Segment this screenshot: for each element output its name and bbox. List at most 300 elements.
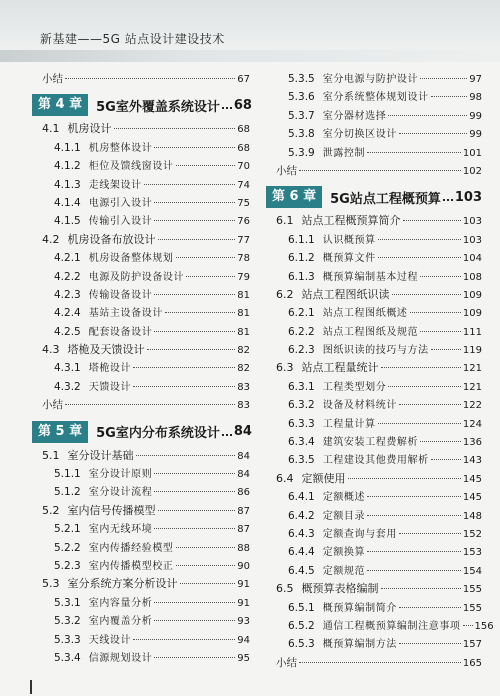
dot-leader: [378, 239, 461, 240]
dot-leader: [154, 147, 235, 148]
dot-leader: [144, 184, 236, 185]
toc-entry[interactable]: [32, 176, 250, 194]
dot-leader: [136, 455, 236, 456]
page-number: 104: [462, 253, 482, 265]
toc-entry[interactable]: [32, 157, 250, 175]
dot-leader: [410, 312, 461, 313]
dot-leader: [222, 107, 232, 109]
toc-entry[interactable]: [266, 378, 482, 396]
dot-leader: [431, 459, 461, 460]
dot-leader: [154, 220, 235, 221]
dot-leader: [381, 588, 461, 589]
toc-entry[interactable]: [266, 125, 482, 143]
toc-entry[interactable]: [266, 88, 482, 106]
section-number: 6.4.3: [288, 527, 315, 540]
section-number: 6.2.3: [288, 344, 315, 357]
page-number: 157: [462, 639, 482, 651]
section-number: 4.1.4: [54, 196, 81, 209]
page-number: 154: [462, 565, 482, 577]
dot-leader: [186, 276, 235, 277]
section-number: 6.4.5: [288, 564, 315, 577]
chapter-badge: 第 5 章: [32, 421, 88, 443]
dot-leader: [180, 583, 236, 584]
toc-chapter-heading[interactable]: [32, 94, 250, 116]
section-title: 概预算编制简介: [322, 602, 397, 614]
section-number: 5.2.3: [54, 559, 81, 572]
page-number: 152: [462, 528, 482, 540]
page-number: 88: [237, 542, 250, 554]
toc-entry[interactable]: [266, 341, 482, 359]
dot-leader: [463, 625, 473, 626]
dot-leader: [399, 404, 461, 405]
section-title: 工程量计算: [322, 418, 376, 430]
section-title: 室内覆盖分析: [88, 616, 153, 628]
dot-leader: [154, 620, 235, 621]
page-number: 153: [462, 547, 482, 559]
toc-entry[interactable]: [266, 212, 482, 230]
section-number: 4.2.5: [54, 325, 81, 338]
toc-entry[interactable]: [266, 599, 482, 617]
dot-leader: [154, 294, 235, 295]
section-number: 5.2: [42, 503, 60, 517]
section-title: 天线设计: [88, 634, 132, 646]
dot-leader: [378, 257, 461, 258]
page-number: 124: [462, 418, 482, 430]
toc-entry[interactable]: [32, 649, 250, 667]
toc-entry[interactable]: [32, 212, 250, 230]
toc-entry[interactable]: [266, 396, 482, 414]
section-number: 4.1.3: [54, 178, 81, 191]
dot-leader: [367, 551, 461, 552]
section-title: 基站主设备设计: [88, 308, 163, 320]
toc-left-column: [32, 70, 250, 667]
toc-chapter-heading[interactable]: [32, 421, 250, 443]
page-number: 67: [237, 74, 250, 85]
dot-leader: [420, 276, 461, 277]
page-number: 91: [237, 579, 250, 591]
section-number: 6.3.1: [288, 380, 315, 393]
toc-entry[interactable]: [266, 286, 482, 304]
dot-leader: [65, 404, 235, 405]
page-number: 79: [237, 271, 250, 283]
dot-leader: [154, 331, 235, 332]
toc-entry[interactable]: [266, 543, 482, 561]
section-title: 站点工程量统计: [301, 361, 379, 375]
section-title: 概预算表格编制: [301, 582, 379, 596]
page-number: 93: [237, 616, 250, 628]
dot-leader: [420, 331, 461, 332]
section-number: 4.3: [42, 343, 60, 357]
section-title: 定额目录: [322, 510, 366, 522]
page-number: 109: [462, 289, 482, 301]
page-number: 95: [237, 652, 250, 664]
section-number: 6.3.4: [288, 436, 315, 449]
page-number: 82: [237, 363, 250, 375]
section-title: 室分系统整体规划设计: [322, 92, 429, 104]
section-title: 室分电源与防护设计: [322, 74, 419, 85]
section-number: 5.2.2: [54, 541, 81, 554]
toc-entry[interactable]: [32, 249, 250, 267]
page-number: 143: [462, 455, 482, 467]
page-number: 82: [237, 345, 250, 357]
section-number: 6.5.2: [288, 619, 315, 632]
dot-leader: [114, 128, 236, 129]
section-title: 机房设备整体规划: [88, 253, 174, 265]
page-number: 68: [237, 124, 250, 136]
toc-entry[interactable]: [266, 304, 482, 322]
dot-leader: [399, 643, 461, 644]
toc-entry[interactable]: [32, 286, 250, 304]
chapter-title: 5G站点工程概预算: [330, 191, 441, 207]
toc-entry[interactable]: [32, 502, 250, 520]
section-title: 机房整体设计: [88, 142, 153, 154]
page-number: 102: [462, 165, 482, 177]
section-title: 室分设计流程: [88, 487, 153, 499]
page-number: 111: [462, 326, 482, 338]
section-title: 室分设计基础: [67, 448, 134, 462]
section-title: 配套设备设计: [88, 326, 153, 338]
page-number: 156: [474, 620, 494, 632]
dot-leader: [367, 496, 461, 497]
section-number: 6.4.2: [288, 509, 315, 522]
dot-leader: [133, 367, 235, 368]
dot-leader: [222, 434, 232, 436]
section-title: 概预算文件: [322, 253, 376, 265]
section-number: 6.4: [276, 471, 294, 485]
page-number: 103: [462, 216, 482, 228]
page-number: 122: [462, 400, 482, 412]
section-title: 认识概预算: [322, 234, 376, 246]
section-title: 建筑安装工程费解析: [322, 437, 419, 449]
dot-leader: [65, 78, 235, 79]
toc-entry[interactable]: [32, 612, 250, 630]
page-number: 86: [237, 487, 250, 499]
section-number: 6.4.4: [288, 546, 315, 559]
page-number: 119: [462, 345, 482, 357]
toc-entry[interactable]: [32, 539, 250, 557]
page-number: 81: [237, 308, 250, 320]
dot-leader: [392, 294, 461, 295]
dot-leader: [431, 96, 468, 97]
toc-entry[interactable]: [266, 525, 482, 543]
toc-entry[interactable]: [32, 359, 250, 377]
dot-leader: [176, 257, 236, 258]
dot-leader: [399, 133, 467, 134]
toc-entry[interactable]: [32, 520, 250, 538]
section-number: 5.3.7: [288, 109, 315, 122]
toc-entry[interactable]: [266, 488, 482, 506]
section-title: 概预算编制方法: [322, 639, 397, 651]
section-title: 信源规划设计: [88, 652, 153, 664]
toc-entry[interactable]: [32, 323, 250, 341]
section-number: 5.3.9: [288, 146, 315, 159]
page-number: 97: [469, 74, 482, 85]
section-number: 4.3.1: [54, 362, 81, 375]
section-title: 机房设备布放设计: [67, 232, 156, 246]
toc-entry[interactable]: [32, 120, 250, 138]
toc-entry[interactable]: [266, 144, 482, 162]
chapter-page-number: 68: [233, 97, 252, 113]
toc-entry[interactable]: [266, 162, 482, 180]
page-number: 83: [237, 381, 250, 393]
dot-leader: [133, 639, 235, 640]
dot-leader: [299, 170, 461, 171]
toc-entry[interactable]: [266, 617, 494, 635]
toc-entry[interactable]: [32, 594, 250, 612]
section-title: 室内容量分析: [88, 597, 153, 609]
section-number: 5.1: [42, 448, 60, 462]
page-number: 84: [237, 469, 250, 481]
page-number: 103: [462, 234, 482, 246]
page-number: 145: [462, 492, 482, 504]
chapter-badge: 第 4 章: [32, 94, 88, 116]
page-number: 101: [462, 147, 482, 159]
dot-leader: [154, 491, 235, 492]
section-number: 4.2: [42, 232, 60, 246]
section-title: 机房设计: [67, 122, 112, 136]
toc-entry[interactable]: [32, 447, 250, 465]
section-number: 5.3.6: [288, 91, 315, 104]
section-title: 天馈设计: [88, 381, 132, 393]
chapter-title: 5G室外覆盖系统设计: [96, 99, 220, 115]
page-number: 81: [237, 289, 250, 301]
dot-leader: [165, 312, 235, 313]
page-number: 76: [237, 216, 250, 228]
toc-entry[interactable]: [32, 557, 250, 575]
section-title: 小结: [42, 73, 63, 85]
section-title: 室分设计原则: [88, 469, 153, 481]
section-title: 室内传播经验模型: [88, 542, 174, 554]
toc-chapter-heading[interactable]: [266, 186, 482, 208]
toc-entry[interactable]: [32, 194, 250, 212]
section-number: 5.1.1: [54, 468, 81, 481]
section-number: 4.2.3: [54, 288, 81, 301]
dot-leader: [431, 349, 461, 350]
dot-leader: [158, 510, 236, 511]
dot-leader: [158, 239, 236, 240]
page-number: 91: [237, 597, 250, 609]
section-number: 4.2.2: [54, 270, 81, 283]
section-title: 工程建设其他费用解析: [322, 455, 429, 467]
dot-leader: [378, 423, 461, 424]
section-title: 图纸识读的技巧与方法: [322, 345, 429, 357]
dot-leader: [154, 528, 235, 529]
toc-entry[interactable]: [32, 231, 250, 249]
section-title: 定额概述: [322, 492, 366, 504]
section-title: 站点工程图纸识读: [301, 287, 390, 301]
page-number: 87: [237, 524, 250, 536]
dot-leader: [403, 220, 461, 221]
section-title: 传输引入设计: [88, 216, 153, 228]
section-number: 4.1.2: [54, 160, 81, 173]
page-edge-mark: [30, 680, 32, 694]
toc-entry[interactable]: [32, 465, 250, 483]
toc-entry[interactable]: [266, 580, 482, 598]
section-title: 概预算编制基本过程: [322, 271, 419, 283]
toc-entry[interactable]: [266, 359, 482, 377]
dot-leader: [388, 115, 467, 116]
section-number: 6.3.2: [288, 399, 315, 412]
section-number: 6.1: [276, 214, 294, 228]
toc-entry[interactable]: [266, 231, 482, 249]
section-number: 6.3: [276, 361, 294, 375]
dot-leader: [154, 602, 235, 603]
section-number: 6.1.3: [288, 270, 315, 283]
section-number: 5.3.3: [54, 633, 81, 646]
toc-entry[interactable]: [266, 323, 482, 341]
section-title: 定额使用: [301, 471, 346, 485]
section-title: 定额换算: [322, 547, 366, 559]
section-number: 6.2.2: [288, 325, 315, 338]
page-number: 98: [469, 92, 482, 104]
header-band: [0, 50, 500, 62]
dot-leader: [367, 515, 461, 516]
section-number: 5.3.5: [288, 73, 315, 85]
page-number: 87: [237, 505, 250, 517]
section-title: 室分系统方案分析设计: [67, 577, 178, 591]
section-number: 4.2.4: [54, 307, 81, 320]
section-title: 工程类型划分: [322, 381, 387, 393]
section-number: 5.2.1: [54, 523, 81, 536]
dot-leader: [154, 473, 235, 474]
section-title: 室分切换区设计: [322, 129, 397, 141]
page-number: 99: [469, 129, 482, 141]
dot-leader: [367, 152, 461, 153]
section-title: 电源引入设计: [88, 197, 153, 209]
toc-entry[interactable]: [266, 635, 482, 653]
toc-entry[interactable]: [266, 70, 482, 88]
section-number: 6.3.3: [288, 417, 315, 430]
section-number: 5.3.2: [54, 615, 81, 628]
section-title: 小结: [42, 399, 63, 412]
toc-entry[interactable]: [266, 654, 482, 672]
section-number: 4.1.1: [54, 141, 81, 154]
section-title: 定额规范: [322, 565, 366, 577]
toc-entry[interactable]: [32, 139, 250, 157]
section-number: 5.3: [42, 577, 60, 591]
section-title: 传输设备设计: [88, 289, 153, 301]
section-number: 6.5.3: [288, 638, 315, 651]
dot-leader: [399, 607, 461, 608]
page-number: 74: [237, 179, 250, 191]
section-title: 设备及材料统计: [322, 400, 397, 412]
page-header: [0, 0, 500, 58]
page-number: 68: [237, 142, 250, 154]
dot-leader: [443, 199, 453, 201]
section-title: 小结: [276, 164, 297, 177]
section-number: 5.3.8: [288, 128, 315, 141]
section-title: 室分器材选择: [322, 110, 387, 122]
chapter-page-number: 84: [233, 424, 252, 440]
section-title: 站点工程概预算简介: [301, 214, 401, 228]
section-number: 6.3.5: [288, 454, 315, 467]
page-number: 94: [237, 634, 250, 646]
dot-leader: [420, 78, 467, 79]
toc-entry[interactable]: [32, 70, 250, 88]
page-number: 84: [237, 450, 250, 462]
section-title: 走线架设计: [88, 179, 142, 191]
toc-entry[interactable]: [32, 378, 250, 396]
section-number: 6.4.1: [288, 491, 315, 504]
toc-entry[interactable]: [266, 507, 482, 525]
dot-leader: [348, 478, 461, 479]
section-title: 电源及防护设备设计: [88, 271, 185, 283]
toc-entry[interactable]: [266, 415, 482, 433]
section-number: 6.1.1: [288, 233, 315, 246]
page-number: 77: [237, 234, 250, 246]
page-number: 121: [462, 381, 482, 393]
section-title: 室内信号传播模型: [67, 503, 156, 517]
section-title: 塔桅及天馈设计: [67, 343, 145, 357]
section-title: 站点工程图纸及规范: [322, 326, 419, 338]
toc-right-column: [266, 70, 494, 672]
section-number: 5.3.1: [54, 596, 81, 609]
page-number: 83: [237, 400, 250, 412]
toc-entry[interactable]: [266, 433, 482, 451]
dot-leader: [176, 165, 236, 166]
toc-entry[interactable]: [266, 562, 482, 580]
toc-entry[interactable]: [32, 268, 250, 286]
page-number: 81: [237, 326, 250, 338]
page-number: 99: [469, 110, 482, 122]
section-title: 站点工程图纸概述: [322, 308, 408, 320]
dot-leader: [399, 533, 461, 534]
page-number: 136: [462, 437, 482, 449]
toc-entry[interactable]: [32, 575, 250, 593]
section-title: 柜位及馈线窗设计: [88, 161, 174, 173]
page-number: 78: [237, 253, 250, 265]
section-title: 定额查询与套用: [322, 528, 397, 540]
dot-leader: [420, 441, 461, 442]
toc-entry[interactable]: [32, 304, 250, 322]
toc-entry[interactable]: [266, 470, 482, 488]
section-number: 4.1.5: [54, 215, 81, 228]
toc-entry[interactable]: [266, 249, 482, 267]
page-number: 108: [462, 271, 482, 283]
book-title: 新基建——5G 站点设计建设技术: [40, 32, 225, 46]
dot-leader: [133, 386, 235, 387]
toc-entry[interactable]: [266, 451, 482, 469]
section-number: 6.1.2: [288, 252, 315, 265]
section-number: 4.2.1: [54, 252, 81, 265]
dot-leader: [176, 547, 236, 548]
toc-entry[interactable]: [266, 268, 482, 286]
toc-entry[interactable]: [32, 341, 250, 359]
page-number: 148: [462, 510, 482, 522]
page-number: 90: [237, 560, 250, 572]
dot-leader: [147, 349, 236, 350]
toc-entry[interactable]: [32, 483, 250, 501]
section-number: 4.1: [42, 122, 60, 136]
dot-leader: [154, 657, 235, 658]
page-number: 165: [462, 657, 482, 669]
section-title: 小结: [276, 656, 297, 669]
section-title: 室内传播模型校正: [88, 560, 174, 572]
section-number: 6.2: [276, 287, 294, 301]
toc-entry[interactable]: [266, 107, 482, 125]
section-title: 塔桅设计: [88, 363, 132, 375]
toc-entry[interactable]: [32, 396, 250, 414]
section-number: 6.5.1: [288, 601, 315, 614]
toc-entry[interactable]: [32, 631, 250, 649]
page-number: 121: [462, 363, 482, 375]
dot-leader: [367, 570, 461, 571]
dot-leader: [176, 565, 236, 566]
dot-leader: [299, 662, 461, 663]
dot-leader: [381, 367, 461, 368]
page-number: 70: [237, 161, 250, 173]
section-number: 6.2.1: [288, 307, 315, 320]
